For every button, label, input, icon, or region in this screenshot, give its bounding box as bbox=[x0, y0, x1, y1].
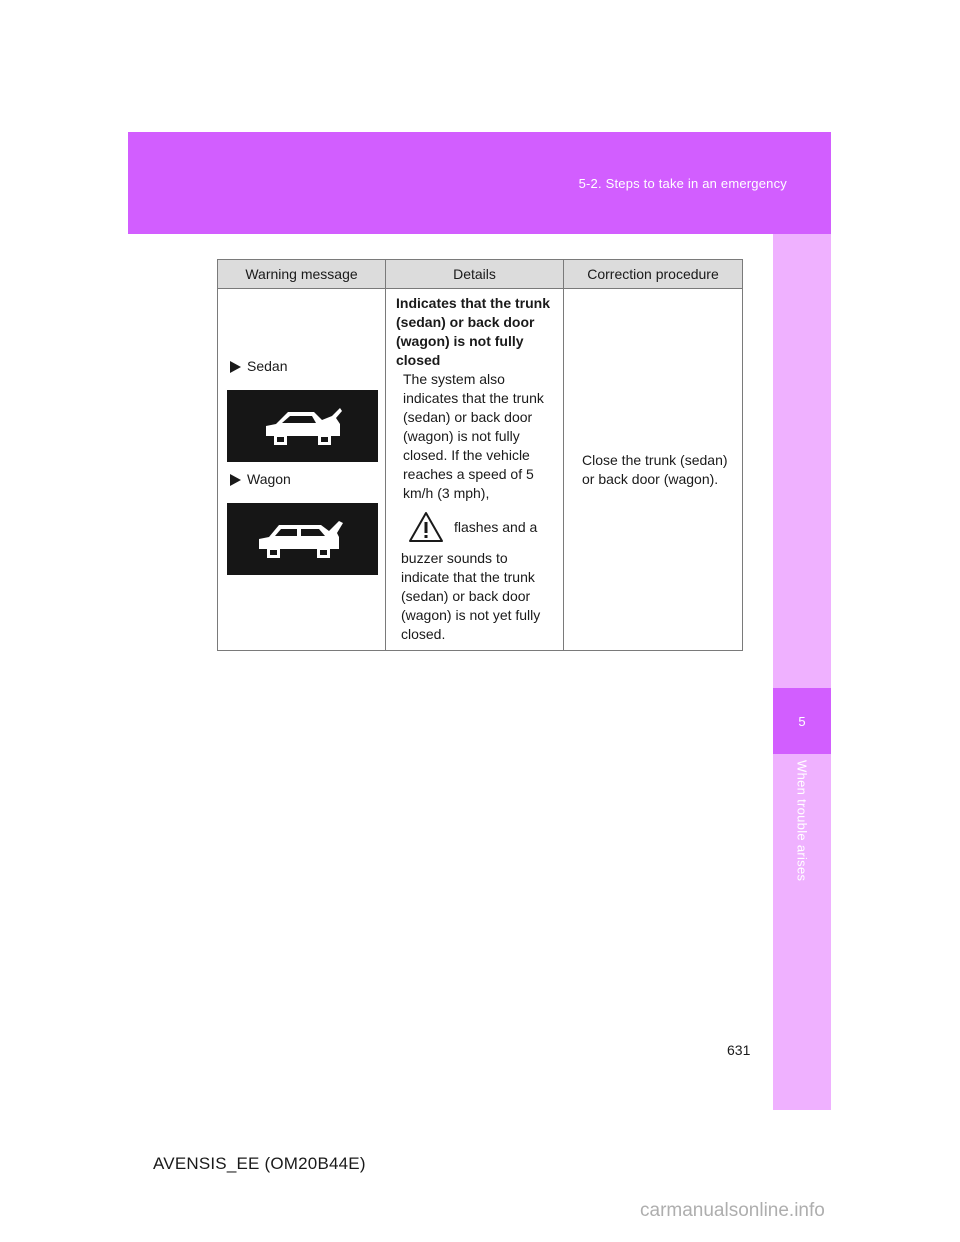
correction-cell bbox=[564, 289, 743, 651]
variant-sedan bbox=[230, 357, 377, 376]
chapter-tab[interactable] bbox=[773, 688, 831, 754]
chapter-label: When trouble arises bbox=[794, 760, 810, 882]
warning-message-cell bbox=[218, 289, 386, 651]
warning-triangle-icon bbox=[408, 511, 444, 543]
sedan-trunk-open-icon bbox=[260, 406, 346, 446]
variant-label: Sedan bbox=[247, 358, 288, 374]
page-number: 631 bbox=[727, 1042, 751, 1058]
header-correction: Correction procedure bbox=[564, 260, 743, 289]
table-header-row bbox=[218, 260, 743, 289]
bullet-triangle-icon bbox=[230, 474, 241, 486]
details-cell bbox=[386, 289, 564, 651]
correction-text: Close the trunk (sedan) or back door (wagon). bbox=[582, 451, 728, 487]
table-row bbox=[218, 289, 743, 651]
footer-code: AVENSIS_EE (OM20B44E) bbox=[153, 1154, 366, 1173]
warning-icon-line bbox=[408, 511, 551, 543]
chapter-number: 5 bbox=[798, 713, 806, 729]
chapter-label-wrap bbox=[773, 760, 831, 900]
variant-label: Wagon bbox=[247, 471, 291, 487]
side-bar bbox=[773, 234, 831, 1110]
warning-icon-text: flashes and a bbox=[454, 518, 538, 535]
details-text: The system also indicates that the trunk (sedan) or back door (wagon) is not fully closed. If the vehicle reaches a speed of 5 km/h (3 mph), bbox=[403, 371, 544, 501]
header-band bbox=[128, 132, 831, 234]
variant-wagon bbox=[230, 470, 377, 489]
bullet-triangle-icon bbox=[230, 361, 241, 373]
header-details: Details bbox=[386, 260, 564, 289]
details-title: Indicates that the trunk (sedan) or back door (wagon) is not fully closed bbox=[396, 295, 551, 368]
details-after: buzzer sounds to indicate that the trunk (sedan) or back door (wagon) is not yet fully closed. bbox=[401, 550, 541, 642]
wagon-back-door-open-icon bbox=[255, 519, 351, 559]
section-title: 5-2. Steps to take in an emergency bbox=[578, 176, 787, 191]
wagon-display bbox=[227, 503, 378, 575]
watermark: carmanualsonline.info bbox=[640, 1200, 825, 1221]
header-warning-message: Warning message bbox=[218, 260, 386, 289]
warning-table bbox=[217, 259, 743, 651]
sedan-display bbox=[227, 390, 378, 462]
